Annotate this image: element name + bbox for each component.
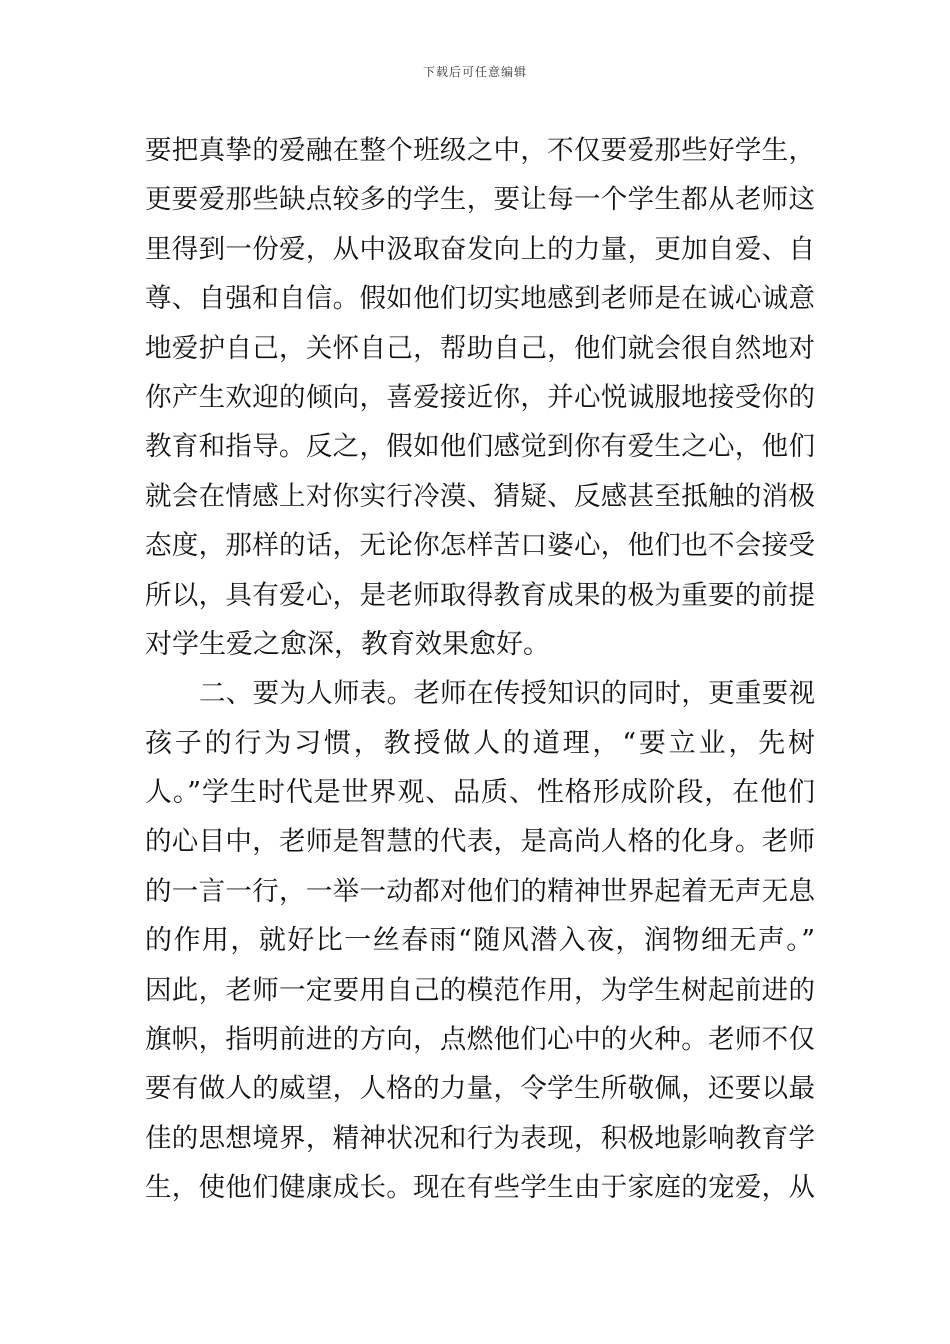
- paragraph-end-line: 对学生爱之愈深，教育效果愈好。: [145, 628, 550, 660]
- text-line: 要有做人的威望，人格的力量，令学生所敬佩，还要以最: [145, 1073, 815, 1105]
- text-line: 佳的思想境界，精神状况和行为表现，积极地影响教育学: [145, 1122, 815, 1154]
- text-line: 地爱护自己，关怀自己，帮助自己，他们就会很自然地对: [145, 332, 815, 364]
- document-body: [145, 126, 815, 1213]
- page-header: 下载后可任意编辑: [422, 65, 527, 79]
- text-line: 更要爱那些缺点较多的学生，要让每一个学生都从老师这: [145, 184, 815, 216]
- text-line: 你产生欢迎的倾向，喜爱接近你，并心悦诚服地接受你的: [145, 381, 815, 413]
- text-line: 生，使他们健康成长。现在有些学生由于家庭的宠爱，从: [145, 1172, 815, 1204]
- text-line: 的作用，就好比一丝春雨“随风潜入夜，润物细无声。”: [145, 925, 815, 957]
- text-line: 要把真挚的爱融在整个班级之中，不仅要爱那些好学生，: [145, 135, 815, 166]
- text-line: 因此，老师一定要用自己的模范作用，为学生树起前进的: [145, 974, 815, 1006]
- text-line: 的心目中，老师是智慧的代表，是高尚人格的化身。老师: [145, 826, 815, 858]
- text-line: 人。”学生时代是世界观、品质、性格形成阶段，在他们: [145, 777, 815, 809]
- text-line: 里得到一份爱，从中汲取奋发向上的力量，更加自爱、自: [145, 233, 815, 265]
- text-line: 态度，那样的话，无论你怎样苦口婆心，他们也不会接受: [145, 530, 815, 562]
- text-line: 尊、自强和自信。假如他们切实地感到老师是在诚心诚意: [145, 283, 815, 315]
- text-line: 孩子的行为习惯，教授做人的道理，“要立业，先树: [145, 727, 815, 759]
- text-line: 的一言一行，一举一动都对他们的精神世界起着无声无息: [145, 875, 815, 907]
- text-line: 所以，具有爱心，是老师取得教育成果的极为重要的前提: [145, 579, 815, 611]
- text-line: 教育和指导。反之，假如他们感觉到你有爱生之心，他们: [145, 431, 815, 463]
- text-line: 旗帜，指明前进的方向，点燃他们心中的火种。老师不仅: [145, 1024, 815, 1056]
- text-line: 就会在情感上对你实行冷漠、猜疑、反感甚至抵触的消极: [145, 480, 815, 512]
- paragraph-start-line: 二、要为人师表。老师在传授知识的同时，更重要视: [199, 678, 815, 710]
